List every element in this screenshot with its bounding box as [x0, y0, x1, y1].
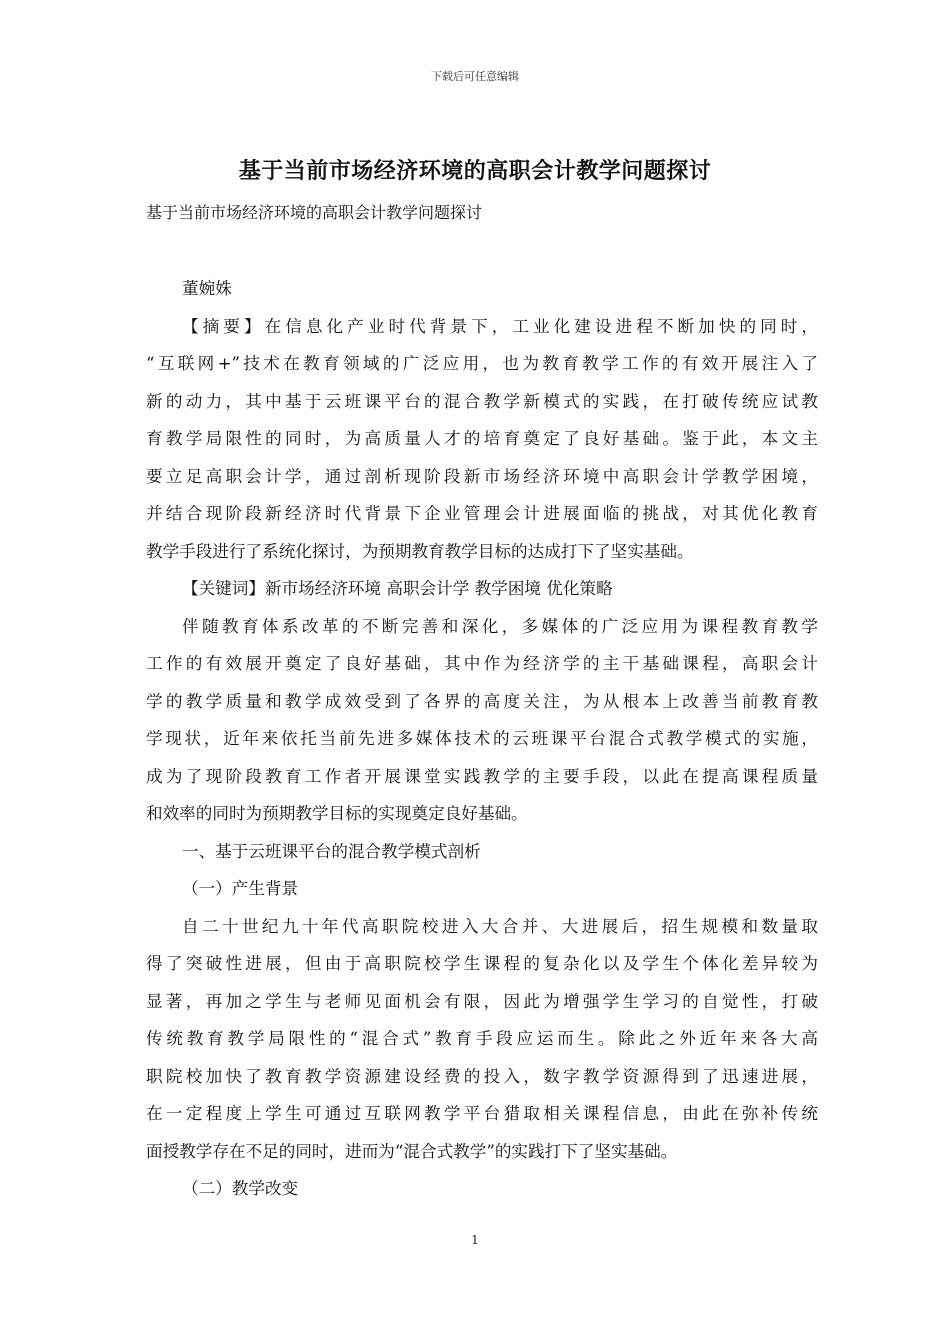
page-number: 1: [471, 1233, 479, 1247]
abstract-line: 要立足高职会计学，通过剖析现阶段新市场经济环境中高职会计学教学困境，: [146, 466, 818, 486]
paragraph-line: 面授教学存在不足的同时，进而为“混合式教学”的实践打下了坚实基础。: [146, 1141, 678, 1161]
paragraph-line: 传统教育教学局限性的“混合式”教育手段应运而生。除此之外近年来各大高: [146, 1029, 818, 1048]
paragraph-line: 职院校加快了教育教学资源建设经费的投入，数字教学资源得到了迅速进展，: [146, 1066, 818, 1086]
subsection-heading: （二）教学改变: [182, 1179, 299, 1198]
document-body: [146, 270, 818, 1208]
keywords-line: 【关键词】新市场经济环境 高职会计学 教学困境 优化策略: [182, 579, 613, 598]
page-header-note: 下载后可任意编辑: [431, 70, 519, 83]
paragraph-line: 学现状，近年来依托当前先进多媒体技术的云班课平台混合式教学模式的实施，: [146, 729, 818, 748]
abstract-line: 【摘要】在信息化产业时代背景下，工业化建设进程不断加快的同时，: [182, 316, 818, 336]
paragraph-line: 工作的有效展开奠定了良好基础，其中作为经济学的主干基础课程，高职会计: [146, 654, 818, 673]
paragraph-line: 学的教学质量和教学成效受到了各界的高度关注，为从根本上改善当前教育教: [146, 691, 818, 711]
document-subtitle: 基于当前市场经济环境的高职会计教学问题探讨: [146, 203, 483, 222]
abstract-line: 并结合现阶段新经济时代背景下企业管理会计进展面临的挑战，对其优化教育: [146, 504, 818, 523]
abstract-line: “互联网+”技术在教育领域的广泛应用，也为教育教学工作的有效开展注入了: [146, 354, 818, 373]
paragraph-line: 在一定程度上学生可通过互联网教学平台猎取相关课程信息，由此在弥补传统: [146, 1104, 818, 1123]
document-title: 基于当前市场经济环境的高职会计教学问题探讨: [238, 158, 712, 184]
subsection-heading: （一）产生背景: [182, 879, 299, 898]
author-line: 董婉姝: [182, 279, 232, 298]
paragraph-line: 成为了现阶段教育工作者开展课堂实践教学的主要手段，以此在提高课程质量: [146, 766, 818, 786]
paragraph-line: 自二十世纪九十年代高职院校进入大合并、大进展后，招生规模和数量取: [182, 916, 818, 936]
abstract-line: 新的动力，其中基于云班课平台的混合教学新模式的实践，在打破传统应试教: [146, 391, 818, 411]
section-heading: 一、基于云班课平台的混合教学模式剖析: [182, 841, 481, 861]
abstract-line: 教学手段进行了系统化探讨，为预期教育教学目标的达成打下了坚实基础。: [146, 541, 694, 561]
paragraph-line: 显著，再加之学生与老师见面机会有限，因此为增强学生学习的自觉性，打破: [146, 991, 818, 1011]
paragraph-line: 和效率的同时为预期教学目标的实现奠定良好基础。: [146, 804, 528, 823]
paragraph-line: 伴随教育体系改革的不断完善和深化，多媒体的广泛应用为课程教育教学: [182, 616, 818, 636]
abstract-line: 育教学局限性的同时，为高质量人才的培育奠定了良好基础。鉴于此，本文主: [146, 429, 818, 448]
paragraph-line: 得了突破性进展，但由于高职院校学生课程的复杂化以及学生个体化差异较为: [146, 954, 818, 973]
